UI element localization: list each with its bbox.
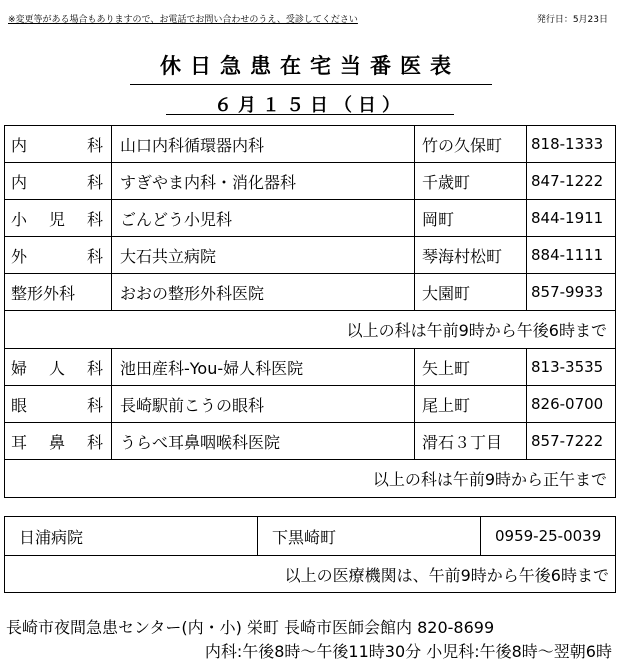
- department-char: 眼: [11, 395, 28, 415]
- department-cell: [5, 163, 112, 200]
- clinic-area: 尾上町: [415, 386, 527, 423]
- clinic-area: 千歳町: [415, 163, 527, 200]
- clinic-area: 矢上町: [415, 349, 527, 386]
- department-cell: [5, 237, 112, 274]
- department-char: 科: [86, 358, 103, 378]
- department-label: [11, 133, 103, 156]
- department-label: [11, 281, 103, 304]
- hours-note: 以上の科は午前9時から正午まで: [5, 460, 616, 498]
- hospital-row: [5, 517, 616, 556]
- department-char: 科: [86, 172, 103, 192]
- department-char: 科: [86, 246, 103, 266]
- clinic-tel: 826-0700: [527, 386, 616, 423]
- page-title: 休日急患在宅当番医表: [160, 54, 460, 78]
- department-label: [11, 244, 103, 267]
- department-label: [11, 170, 103, 193]
- table-row: [5, 386, 616, 423]
- clinic-name: すぎやま内科・消化器科: [112, 163, 415, 200]
- clinic-area: 滑石３丁目: [415, 423, 527, 460]
- department-cell: [5, 126, 112, 163]
- clinic-name: ごんどう小児科: [112, 200, 415, 237]
- title-underline: [130, 84, 492, 85]
- department-char: 整形外科: [11, 283, 76, 303]
- clinic-area: 大園町: [415, 274, 527, 311]
- clinic-name: 長崎駅前こうの眼科: [112, 386, 415, 423]
- hospital-hours-note: 以上の医療機関は、午前9時から午後6時まで: [5, 556, 616, 593]
- department-cell: [5, 386, 112, 423]
- table-row: [5, 126, 616, 163]
- department-cell: [5, 200, 112, 237]
- hours-row: [5, 311, 616, 349]
- clinic-name: 山口内科循環器内科: [112, 126, 415, 163]
- department-char: 内: [11, 172, 28, 192]
- table-row: [5, 423, 616, 460]
- night-center-hours: 内科:午後8時～午後11時30分 小児科:午後8時～翌朝6時: [204, 642, 612, 661]
- date-underline: [166, 114, 454, 115]
- department-char: 婦: [11, 358, 28, 378]
- hospital-hours-row: [5, 556, 616, 593]
- table-row: [5, 349, 616, 386]
- clinic-area: 琴海村松町: [415, 237, 527, 274]
- hours-row: [5, 460, 616, 498]
- clinic-area: 岡町: [415, 200, 527, 237]
- department-char: 内: [11, 135, 28, 155]
- table-row: [5, 237, 616, 274]
- clinic-name: おおの整形外科医院: [112, 274, 415, 311]
- night-center-info: 長崎市夜間急患センター(内・小) 栄町 長崎市医師会館内 820-8699: [6, 618, 495, 637]
- department-char: 外: [11, 246, 28, 266]
- department-char: 科: [86, 395, 103, 415]
- hospital-tel: 0959-25-0039: [481, 517, 616, 556]
- department-char: 耳: [11, 432, 28, 452]
- department-label: [11, 356, 103, 379]
- issue-date: 発行日：5月23日: [536, 15, 608, 25]
- table-row: [5, 200, 616, 237]
- hospital-area: 下黒崎町: [258, 517, 481, 556]
- clinic-tel: 884-1111: [527, 237, 616, 274]
- clinic-tel: 857-9933: [527, 274, 616, 311]
- department-char: 科: [86, 135, 103, 155]
- department-char: 鼻: [48, 432, 65, 452]
- department-label: [11, 207, 103, 230]
- duty-table: [4, 125, 616, 498]
- clinic-name: 大石共立病院: [112, 237, 415, 274]
- department-cell: [5, 423, 112, 460]
- department-char: 科: [86, 209, 103, 229]
- hospital-name: 日浦病院: [5, 517, 258, 556]
- clinic-name: うらべ耳鼻咽喉科医院: [112, 423, 415, 460]
- notice-text: ※変更等がある場合もありますので、お電話でお問い合わせのうえ、受診してください: [8, 15, 358, 25]
- department-cell: [5, 274, 112, 311]
- hours-note: 以上の科は午前9時から午後6時まで: [5, 311, 616, 349]
- table-row: [5, 163, 616, 200]
- table-row: [5, 274, 616, 311]
- department-cell: [5, 349, 112, 386]
- hospital-table: [4, 516, 616, 593]
- department-char: 小: [11, 209, 28, 229]
- department-label: [11, 393, 103, 416]
- clinic-tel: 847-1222: [527, 163, 616, 200]
- clinic-area: 竹の久保町: [415, 126, 527, 163]
- clinic-tel: 813-3535: [527, 349, 616, 386]
- department-label: [11, 430, 103, 453]
- department-char: 児: [48, 209, 65, 229]
- clinic-name: 池田産科-You-婦人科医院: [112, 349, 415, 386]
- clinic-tel: 844-1911: [527, 200, 616, 237]
- department-char: 人: [48, 358, 65, 378]
- clinic-tel: 818-1333: [527, 126, 616, 163]
- duty-date: ６月１５日（日）: [214, 95, 406, 116]
- clinic-tel: 857-7222: [527, 423, 616, 460]
- department-char: 科: [86, 432, 103, 452]
